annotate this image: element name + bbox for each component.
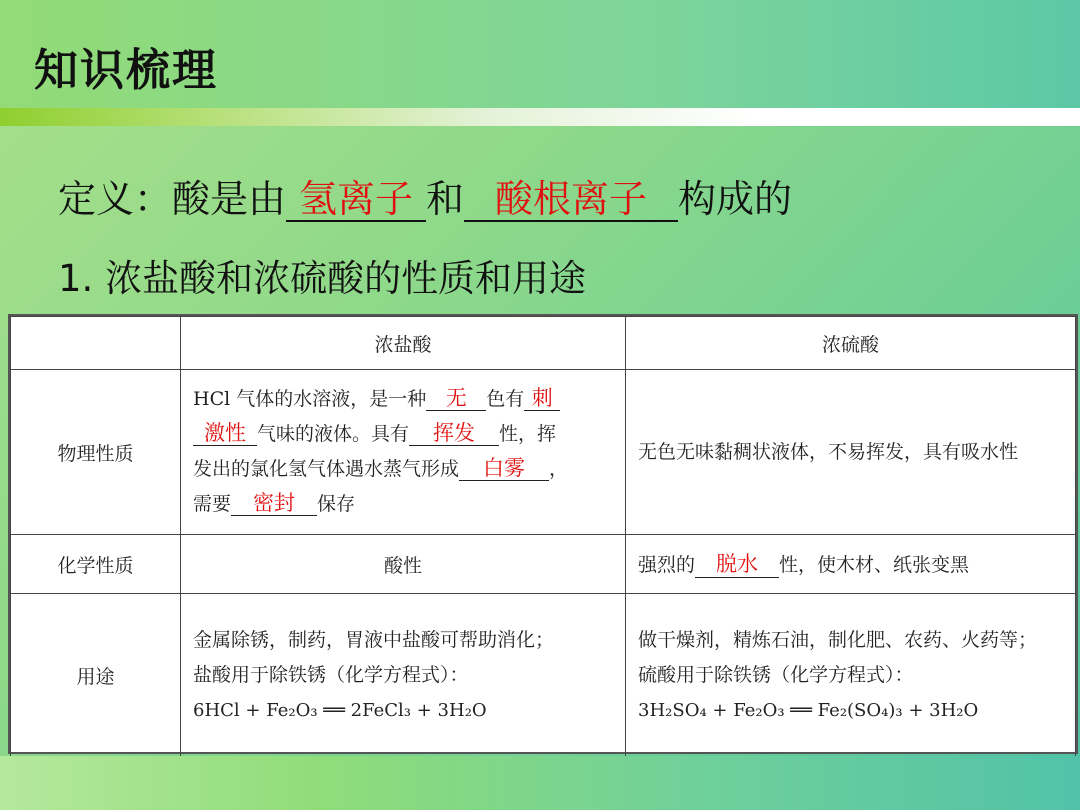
hcl-uses-line2: 盐酸用于除铁锈（化学方程式）： [193,663,469,686]
h2so4-uses-line1: 做干燥剂，精炼石油，制化肥、农药、火药等； [638,628,1038,651]
h2so4-physical-cell: 无色无味黏稠状液体，不易挥发，具有吸水性 [626,370,1076,535]
table-row [11,370,1076,535]
answer-blank: 挥发 [409,421,499,446]
header-hcl: 浓盐酸 [181,317,626,370]
text: 性，挥 [499,423,557,445]
text: ， [549,458,569,480]
answer-blank: 激性 [193,421,257,446]
answer-blank: 脱水 [695,552,779,577]
table-row [11,594,1076,757]
section-heading: 1. 浓盐酸和浓硫酸的性质和用途 [58,257,587,300]
definition-line [58,168,792,223]
answer-blank: 白雾 [459,456,549,481]
text: HCl 气体的水溶液，是一种 [193,388,427,410]
bottom-decoration [0,756,1080,810]
answer-blank: 密封 [231,491,317,516]
answer-blank-2: 酸根离子 [464,180,678,222]
definition-mid: 和 [426,177,465,221]
header-cell-empty [11,317,181,370]
hcl-uses-line1: 金属除锈，制药，胃液中盐酸可帮助消化； [193,628,555,651]
title-stripe [0,108,1080,126]
h2so4-uses-cell [626,594,1076,757]
hcl-physical-cell [181,370,626,535]
answer-blank: 无 [426,386,486,411]
row-label-uses: 用途 [11,594,181,757]
text: 色有 [486,388,525,410]
properties-table [8,314,1078,754]
slide-title: 知识梳理 [34,45,218,96]
row-label-physical: 物理性质 [11,370,181,535]
text: 强烈的 [638,554,696,577]
table-row [11,535,1076,594]
definition-prefix: 定义：酸是由 [58,177,287,221]
text: 保存 [317,493,356,515]
text: 性，使木材、纸张变黑 [779,554,970,577]
answer-blank-1: 氢离子 [286,180,426,222]
text: 气味的液体。具有 [257,423,410,445]
table-header-row [11,317,1076,370]
h2so4-chemical-cell [626,535,1076,594]
definition-suffix: 构成的 [678,177,793,221]
h2so4-uses-line2: 硫酸用于除铁锈（化学方程式）： [638,663,914,686]
hcl-uses-cell [181,594,626,757]
hcl-chemical-cell: 酸性 [181,535,626,594]
hcl-equation: 6HCl + Fe₂O₃ ══ 2FeCl₃ + 3H₂O [193,699,487,721]
row-label-chemical: 化学性质 [11,535,181,594]
text: 发出的氯化氢气体遇水蒸气形成 [193,458,460,480]
text: 需要 [193,493,232,515]
h2so4-equation: 3H₂SO₄ + Fe₂O₃ ══ Fe₂(SO₄)₃ + 3H₂O [638,699,979,721]
header-h2so4: 浓硫酸 [626,317,1076,370]
answer-blank: 刺 [524,386,560,411]
